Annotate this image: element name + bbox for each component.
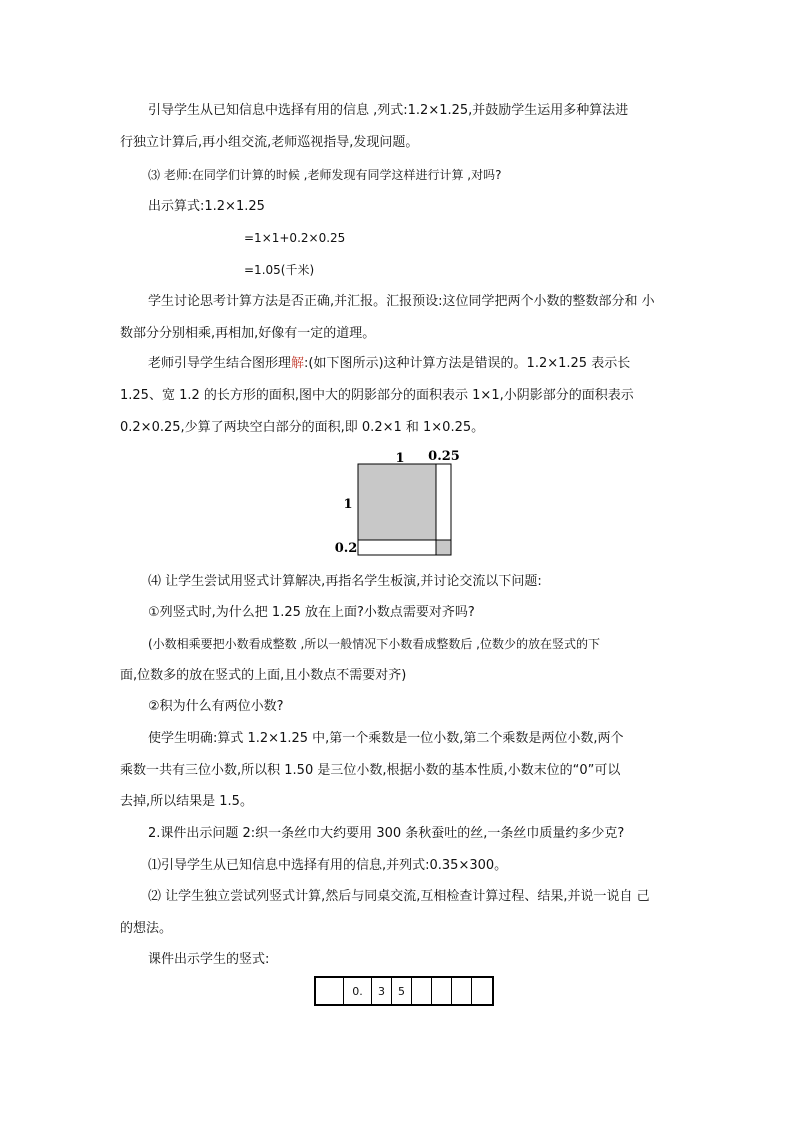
right-blank-area [436, 464, 451, 540]
grid-cell: 5 [392, 978, 412, 1004]
vertical-calculation-grid [314, 976, 494, 1006]
paragraph-line: ①列竖式时,为什么把 1.25 放在上面?小数点需要对齐吗? [148, 605, 475, 620]
label-left-1: 1 [343, 497, 353, 512]
paragraph-line: (小数相乘要把小数看成整数 ,所以一般情况下小数看成整数后 ,位数少的放在竖式的下 [148, 637, 600, 651]
grid-cell [316, 978, 344, 1004]
grid-cell [432, 978, 452, 1004]
large-shaded-area [358, 464, 436, 540]
paragraph-line: ⑵ 让学生独立尝试列竖式计算,然后与同桌交流,互相检查计算过程、结果,并说一说自 己 [148, 889, 650, 904]
text-span: :(如下图所示)这种计算方法是错误的。1.2×1.25 表示长 [304, 356, 631, 371]
small-shaded-area [436, 540, 451, 555]
label-left-02: 0.2 [334, 541, 358, 556]
paragraph-line: ⑶ 老师:在同学们计算的时候 ,老师发现有同学这样进行计算 ,对吗? [148, 168, 502, 182]
equation-line: =1×1+0.2×0.25 [244, 231, 346, 245]
paragraph-line: ②积为什么有两位小数? [148, 699, 284, 714]
label-top-1: 1 [395, 451, 405, 466]
paragraph-line: 去掉,所以结果是 1.5。 [120, 794, 253, 809]
highlighted-text: 解 [291, 356, 305, 371]
equation-line: =1.05(千米) [244, 263, 315, 277]
paragraph-line: 面,位数多的放在竖式的上面,且小数点不需要对齐) [120, 668, 407, 683]
bottom-blank-area [358, 540, 436, 555]
paragraph-line: 课件出示学生的竖式: [148, 952, 270, 967]
paragraph-line: 出示算式:1.2×1.25 [148, 199, 265, 214]
grid-cell: 0. [344, 978, 372, 1004]
paragraph-line: 使学生明确:算式 1.2×1.25 中,第一个乘数是一位小数,第二个乘数是两位小数,两个 [148, 731, 624, 746]
paragraph-line: 2.课件出示问题 2:织一条丝巾大约要用 300 条秋蚕吐的丝,一条丝巾质量约多少克? [148, 826, 625, 841]
grid-cell [472, 978, 492, 1004]
paragraph-line [148, 355, 630, 373]
paragraph-line: 1.25、宽 1.2 的长方形的面积,图中大的阴影部分的面积表示 1×1,小阴影部分的面积表示 [120, 388, 634, 403]
paragraph-line: 行独立计算后,再小组交流,老师巡视指导,发现问题。 [120, 135, 419, 150]
area-model-figure [330, 446, 470, 560]
paragraph-line: 0.2×0.25,少算了两块空白部分的面积,即 0.2×1 和 1×0.25。 [120, 420, 485, 435]
grid-cell: 3 [372, 978, 392, 1004]
text-span: 老师引导学生结合图形理 [148, 356, 292, 371]
grid-cell [452, 978, 472, 1004]
paragraph-line: ⑴引导学生从已知信息中选择有用的信息,并列式:0.35×300。 [148, 858, 508, 873]
paragraph-line: 引导学生从已知信息中选择有用的信息 ,列式:1.2×1.25,并鼓励学生运用多种算法进 [148, 103, 629, 118]
grid-cell [412, 978, 432, 1004]
paragraph-line: 数部分分别相乘,再相加,好像有一定的道理。 [120, 326, 376, 341]
paragraph-line: 的想法。 [120, 921, 173, 936]
label-top-025: 0.25 [428, 449, 460, 464]
paragraph-line: 乘数一共有三位小数,所以积 1.50 是三位小数,根据小数的基本性质,小数末位的“0”可以 [120, 763, 621, 778]
paragraph-line: 学生讨论思考计算方法是否正确,并汇报。汇报预设:这位同学把两个小数的整数部分和 小 [148, 294, 655, 309]
paragraph-line: ⑷ 让学生尝试用竖式计算解决,再指名学生板演,并讨论交流以下问题: [148, 574, 542, 589]
